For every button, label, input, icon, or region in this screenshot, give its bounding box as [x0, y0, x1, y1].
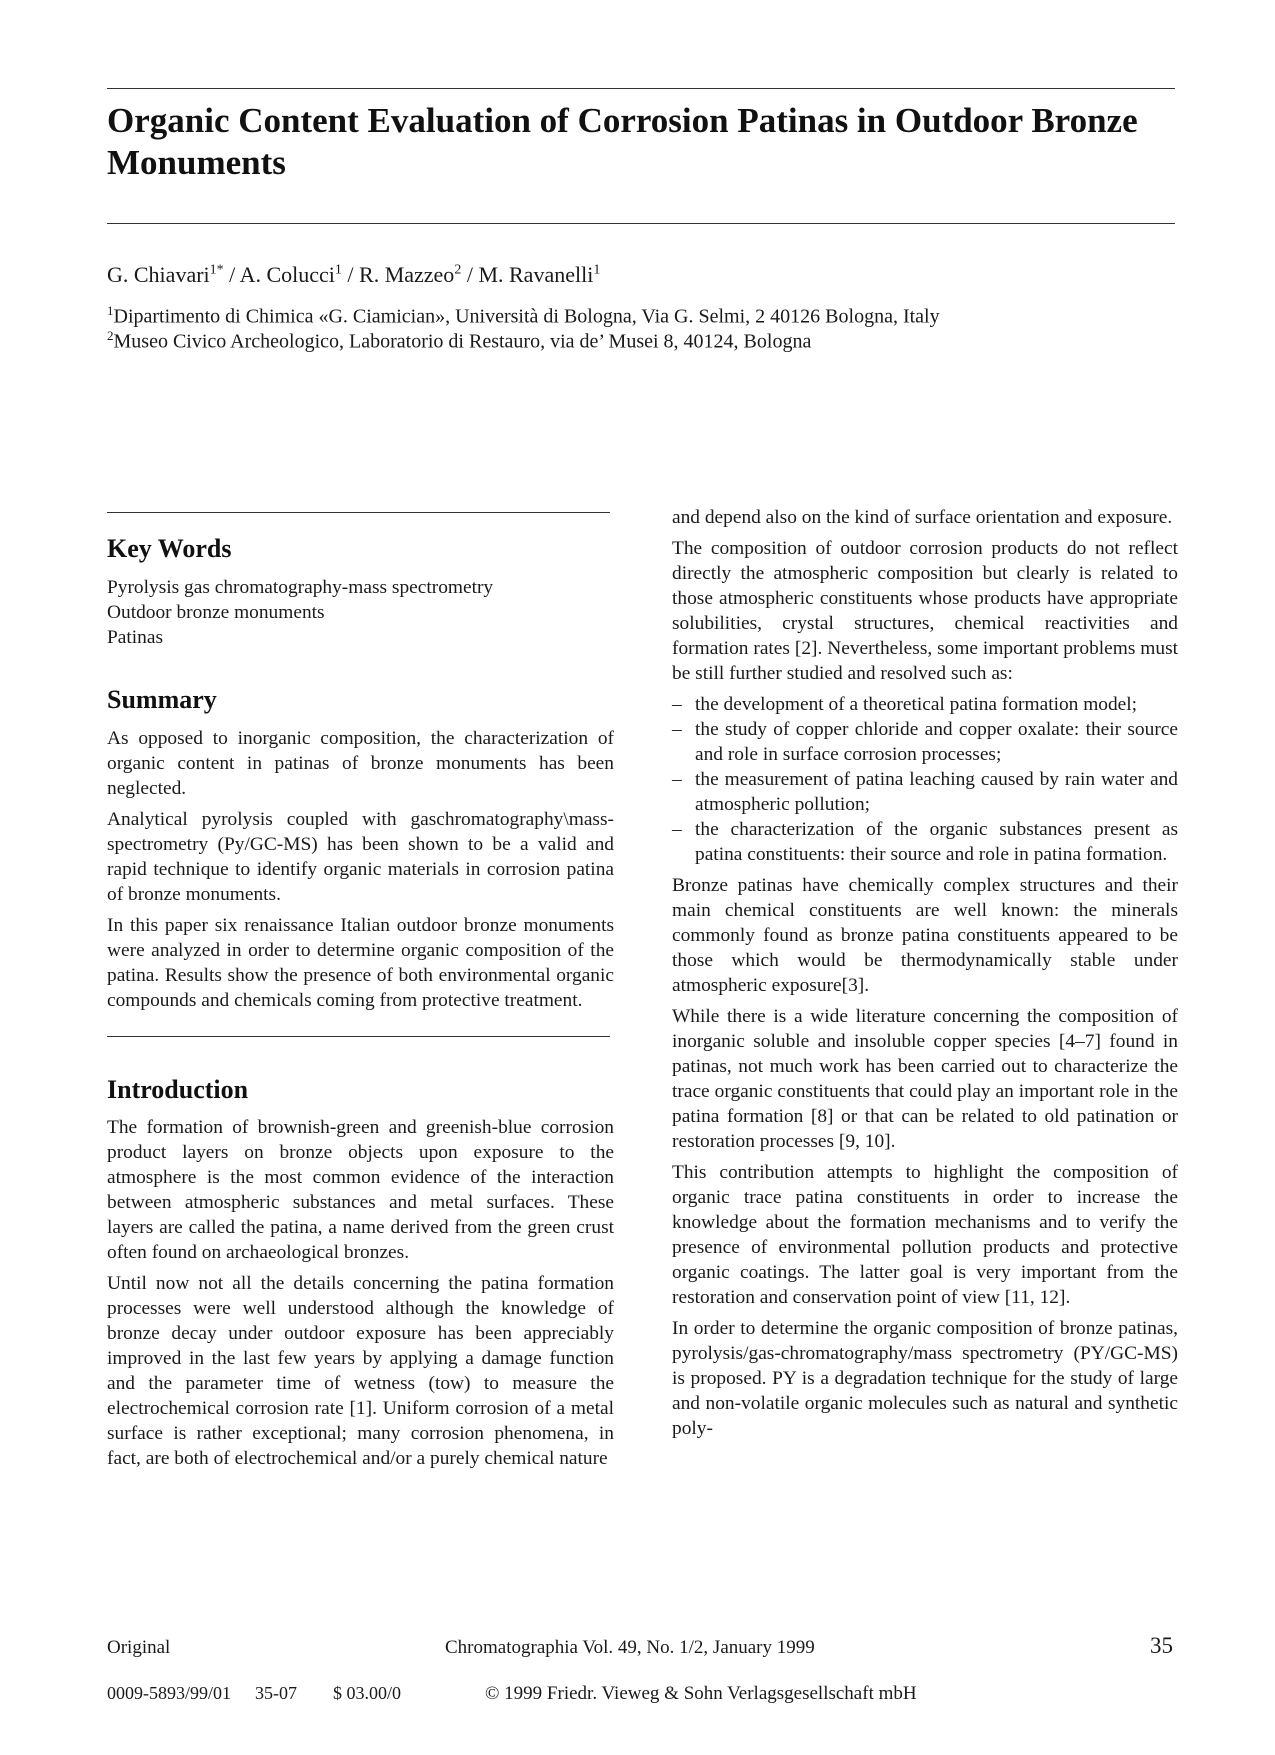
keyword-item: Pyrolysis gas chromatography-mass spectrometry — [107, 577, 494, 598]
author-list — [107, 262, 600, 288]
body-paragraph: The composition of outdoor corrosion products do not reflect directly the atmospheric composition but clearly is related to those atmospheric constituents whose products have appropriate solubilities, crystal structures, chemical reactivities and formation rates [2]. Nevertheless, some important problems must be still further studied and resolved such as: — [672, 538, 1178, 684]
author-affiliation-mark: 1* — [209, 262, 224, 278]
footer-price: $ 03.00/0 — [333, 1683, 402, 1703]
list-item: – the development of a theoretical patina formation model; — [672, 692, 1178, 717]
footer-issn: 0009-5893/99/01 — [107, 1683, 231, 1703]
author-affiliation-mark: 1 — [593, 262, 601, 278]
keyword-item: Patinas — [107, 627, 164, 648]
author-name: G. Chiavari — [107, 262, 210, 287]
right-column — [672, 505, 1178, 1447]
keyword-item: Outdoor bronze monuments — [107, 602, 325, 623]
body-paragraph: and depend also on the kind of surface orientation and exposure. — [672, 507, 1173, 528]
body-paragraph: This contribution attempts to highlight the composition of organic trace patina constituents in order to increase the knowledge about the formation mechanisms and to verify the presence of environmental pollution products and protective organic coatings. The latter goal is very important from the restoration and conservation point of view [11, 12]. — [672, 1162, 1178, 1308]
keywords-heading: Key Words — [107, 534, 232, 563]
introduction-paragraph: The formation of brownish-green and greenish-blue corrosion product layers on bronze objects upon exposure to the atmosphere is the most common evidence of the interaction between atmospheric substances and metal surfaces. These layers are called the patina, a name derived from the green crust often found on archaeological bronzes. — [107, 1117, 614, 1263]
author-separator: / — [223, 262, 240, 287]
summary-paragraph: In this paper six renaissance Italian outdoor bronze monuments were analyzed in order to determine organic composition of the patina. Results show the presence of both environmental organic compounds and chemicals coming from protective treatment. — [107, 915, 614, 1011]
footer-journal: Chromatographia Vol. 49, No. 1/2, January 1999 — [445, 1637, 815, 1658]
problem-list — [672, 692, 1178, 867]
author-name: A. Colucci — [239, 262, 335, 287]
footer-pages: 35-07 — [255, 1683, 297, 1703]
summary-paragraph: As opposed to inorganic composition, the characterization of organic content in patinas of bronze monuments has been neglected. — [107, 728, 614, 799]
body-paragraph: In order to determine the organic composition of bronze patinas, pyrolysis/gas-chromatography/mass spectrometry (PY/GC-MS) is proposed. PY is a degradation technique for the study of large and non-volatile organic molecules such as natural and synthetic poly- — [672, 1318, 1178, 1439]
affiliation-mark: 1 — [107, 303, 114, 318]
affiliation-mark: 2 — [107, 328, 114, 343]
left-column — [107, 505, 614, 1477]
body-paragraph: Bronze patinas have chemically complex structures and their main chemical constituents are well known: the minerals commonly found as bronze patina constituents appeared to be those which would be thermodynamically stable under atmospheric exposure[3]. — [672, 875, 1178, 996]
summary-paragraph: Analytical pyrolysis coupled with gaschromatography\mass-spectrometry (Py/GC-MS) has been shown to be a valid and rapid technique to identify organic materials in corrosion patina of bronze monuments. — [107, 809, 614, 905]
page-number: 35 — [1150, 1633, 1173, 1658]
list-item: – the characterization of the organic substances present as patina constituents: their source and role in patina formation. — [672, 817, 1178, 867]
affiliation — [107, 328, 811, 354]
affiliation — [107, 303, 940, 329]
author-name: M. Ravanelli — [478, 262, 594, 287]
author-separator: / — [461, 262, 479, 287]
list-item: – the measurement of patina leaching caused by rain water and atmospheric pollution; — [672, 767, 1178, 817]
affiliation-text: Dipartimento di Chimica «G. Ciamician», Università di Bologna, Via G. Selmi, 2 40126 Bologna, Italy — [113, 305, 940, 328]
author-name: R. Mazzeo — [359, 262, 455, 287]
introduction-heading: Introduction — [107, 1075, 249, 1104]
list-item: – the study of copper chloride and copper oxalate: their source and role in surface corrosion processes; — [672, 717, 1178, 767]
top-rule — [107, 88, 1175, 89]
introduction-paragraph: Until now not all the details concerning the patina formation processes were well understood although the knowledge of bronze decay under outdoor exposure has been appreciably improved in the last few years by applying a damage function and the parameter time of wetness (tow) to measure the electrochemical corrosion rate [1]. Uniform corrosion of a metal surface is rather exceptional; many corrosion phenomena, in fact, are both of electrochemical and/or a purely chemical nature — [107, 1273, 614, 1469]
affiliation-text: Museo Civico Archeologico, Laboratorio di Restauro, via de’ Musei 8, 40124, Bologna — [113, 330, 812, 353]
summary-bottom-rule — [107, 1036, 610, 1037]
body-paragraph: While there is a wide literature concerning the composition of inorganic soluble and insoluble copper species [4–7] found in patinas, not much work has been carried out to characterize the trace organic constituents that could play an important role in the patina formation [8] or that can be related to old patination or restoration processes [9, 10]. — [672, 1006, 1178, 1152]
summary-heading: Summary — [107, 685, 217, 714]
author-affiliation-mark: 2 — [454, 262, 462, 278]
title-bottom-rule — [107, 223, 1175, 224]
paper-title: Organic Content Evaluation of Corrosion Patinas in Outdoor Bronze Monuments — [107, 101, 1138, 182]
author-separator: / — [341, 262, 360, 287]
footer-label: Original — [107, 1637, 171, 1658]
footer-copyright: © 1999 Friedr. Vieweg & Sohn Verlagsgesellschaft mbH — [485, 1683, 917, 1704]
author-affiliation-mark: 1 — [334, 262, 342, 278]
